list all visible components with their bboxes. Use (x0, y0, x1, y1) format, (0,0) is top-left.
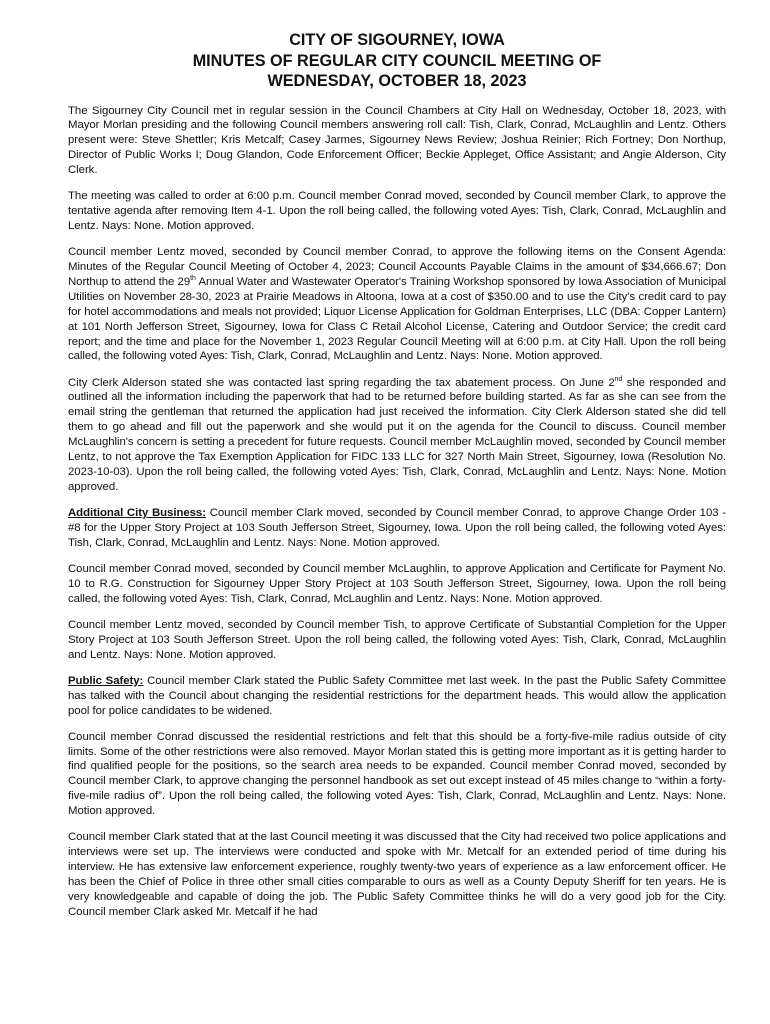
paragraph-payment-application: Council member Conrad moved, seconded by Council member McLaughlin, to approve Application and Certificate for Payment No. 10 to R.G. Construction for Sigourney Upper Story Project at 103 South Jefferson Street, Sigourney, Iowa. Upon the roll being called, the following voted Ayes: Tish, Clark, Conrad, McLaughlin and Lentz. Nays: None. Motion approved. (68, 562, 726, 605)
paragraph-public-safety (68, 674, 726, 719)
paragraph-tax-abatement (68, 376, 726, 495)
superscript-ordinal: nd (614, 375, 623, 383)
paragraph-change-order (68, 506, 726, 551)
tax-text-1: City Clerk Alderson stated she was contacted last spring regarding the tax abatement process. On June 2 (68, 376, 615, 389)
section-heading-public-safety: Public Safety: (68, 674, 144, 687)
title-date: WEDNESDAY, OCTOBER 18, 2023 (267, 72, 527, 90)
paragraph-roll-call: The Sigourney City Council met in regular session in the Council Chambers at City Hall on Wednesday, October 18, 2023, with Mayor Morlan presiding and the following Council members answering roll call: Tish, Clark, Conrad, McLaughlin and Lentz. Others present were: Steve Shettler; Kris Metcalf; Casey Jarmes, Sigourney News Review; Joshua Reinier; Rich Fortney; Don Northup, Director of Public Works I; Doug Glandon, Code Enforcement Officer; Beckie Appleget, Office Assistant; and Angie Alderson, City Clerk. (68, 104, 726, 177)
public-safety-text: Council member Clark stated the Public Safety Committee met last week. In the past the Public Safety Committee has talked with the Council about changing the residential restrictions for the department heads. This would allow the application pool for police candidates to be widened. (68, 674, 727, 717)
superscript-ordinal: th (190, 275, 196, 283)
consent-text-1: Council member Lentz moved, seconded by Council member Conrad, to approve the following items on the Consent Agenda: Minutes of the Regular Council Meeting of October 4, 2023; Council Accounts Payable Claims in the amount of $34,666.67; Don Northup to attend the 29 (68, 246, 726, 288)
paragraph-residential-restrictions: Council member Conrad discussed the residential restrictions and felt that this should be a forty-five-mile radius outside of city limits. Some of the other restrictions were also removed. Mayor Morlan stated this is getting more important as it is getting harder to find qualified people for the positions, so the search area needs to be expanded. Council member Conrad moved, seconded by Council member Clark, to approve changing the personnel handbook as set out except instead of 45 miles change to “within a forty-five-mile radius of”. Upon the roll being called, the following voted Ayes: Tish, Clark, Conrad, McLaughlin and Lentz. Nays: None. Motion approved. (68, 730, 726, 818)
paragraph-consent-agenda (68, 245, 726, 364)
title-city: CITY OF SIGOURNEY, IOWA (289, 31, 505, 49)
paragraph-substantial-completion: Council member Lentz moved, seconded by Council member Tish, to approve Certificate of Substantial Completion for the Upper Story Project at 103 South Jefferson Street. Upon the roll being called, the following voted Ayes: Tish, Clark, Conrad, McLaughlin and Lentz. Nays: None. Motion approved. (68, 618, 726, 661)
tax-text-2: she responded and outlined all the information including the paperwork that had to be returned before building started. As far as she can see from the email string the gentleman that returned the application had just received the information. City Clerk Alderson stated she did tell them to go ahead and fill out the paperwork and she would put it on the agenda for the Council to discuss. Council member McLaughlin's concern is setting a precedent for future requests. Council member McLaughlin moved, seconded by Council member Lentz, to not approve the Tax Exemption Application for FIDC 133 LLC for 327 North Main Street, Sigourney, Iowa (Resolution No. 2023-10-03). Upon the roll being called, the following voted Ayes: Tish, Clark, Conrad, McLaughlin and Lentz. Nays: None. Motion approved. (68, 376, 726, 493)
change-order-text: Council member Clark moved, seconded by Council member Conrad, to approve Change Order 103 - #8 for the Upper Story Project at 103 South Jefferson Street, Sigourney, Iowa. Upon the roll being called, the following voted Ayes: Tish, Clark, Conrad, McLaughlin and Lentz. Nays: None. Motion approved. (68, 507, 726, 549)
consent-text-2: Annual Water and Wastewater Operator's Training Workshop sponsored by Iowa Association of Municipal Utilities on November 28-30, 2023 at Prairie Meadows in Altoona, Iowa at a cost of $350.00 and to use the City's credit card to pay for hotel accommodations and meals not provided; Liquor License Application for Goldman Enterprises, LLC (DBA: Copper Lantern) at 101 North Jefferson Street, Sigourney, Iowa for Class C Retail Alcohol License, Catering and Outdoor Service; the credit card report; and the time and place for the November 1, 2023 Regular Council Meeting will at 6:00 p.m. at City Hall. Upon the roll being called, the following voted Ayes: Tish, Clark, Conrad, McLaughlin and Lentz. Nays: None. Motion approved. (68, 275, 727, 363)
paragraph-call-to-order: The meeting was called to order at 6:00 p.m. Council member Conrad moved, seconded by Council member Clark, to approve the tentative agenda after removing Item 4-1. Upon the roll being called, the following voted Ayes: Tish, Clark, Conrad, McLaughlin and Lentz. Nays: None. Motion approved. (68, 190, 726, 233)
title-minutes: MINUTES OF REGULAR CITY COUNCIL MEETING OF (192, 51, 602, 70)
document-title (68, 30, 726, 92)
section-heading-additional-city-business: Additional City Business: (68, 507, 206, 519)
paragraph-police-applications: Council member Clark stated that at the last Council meeting it was discussed that the City had received two police applications and interviews were set up. The interviews were conducted and spoke with Mr. Metcalf for an extended period of time during his interview. He has extensive law enforcement experience, roughly twenty-two years of experience as a law enforcement officer. He has been the Chief of Police in three other small cities comparable to ours as well as a County Deputy Sheriff for ten years. He is very knowledgeable and capable of doing the job. The Public Safety Committee thinks he will do a very good job for the City. Council member Clark asked Mr. Metcalf if he had (68, 831, 726, 918)
